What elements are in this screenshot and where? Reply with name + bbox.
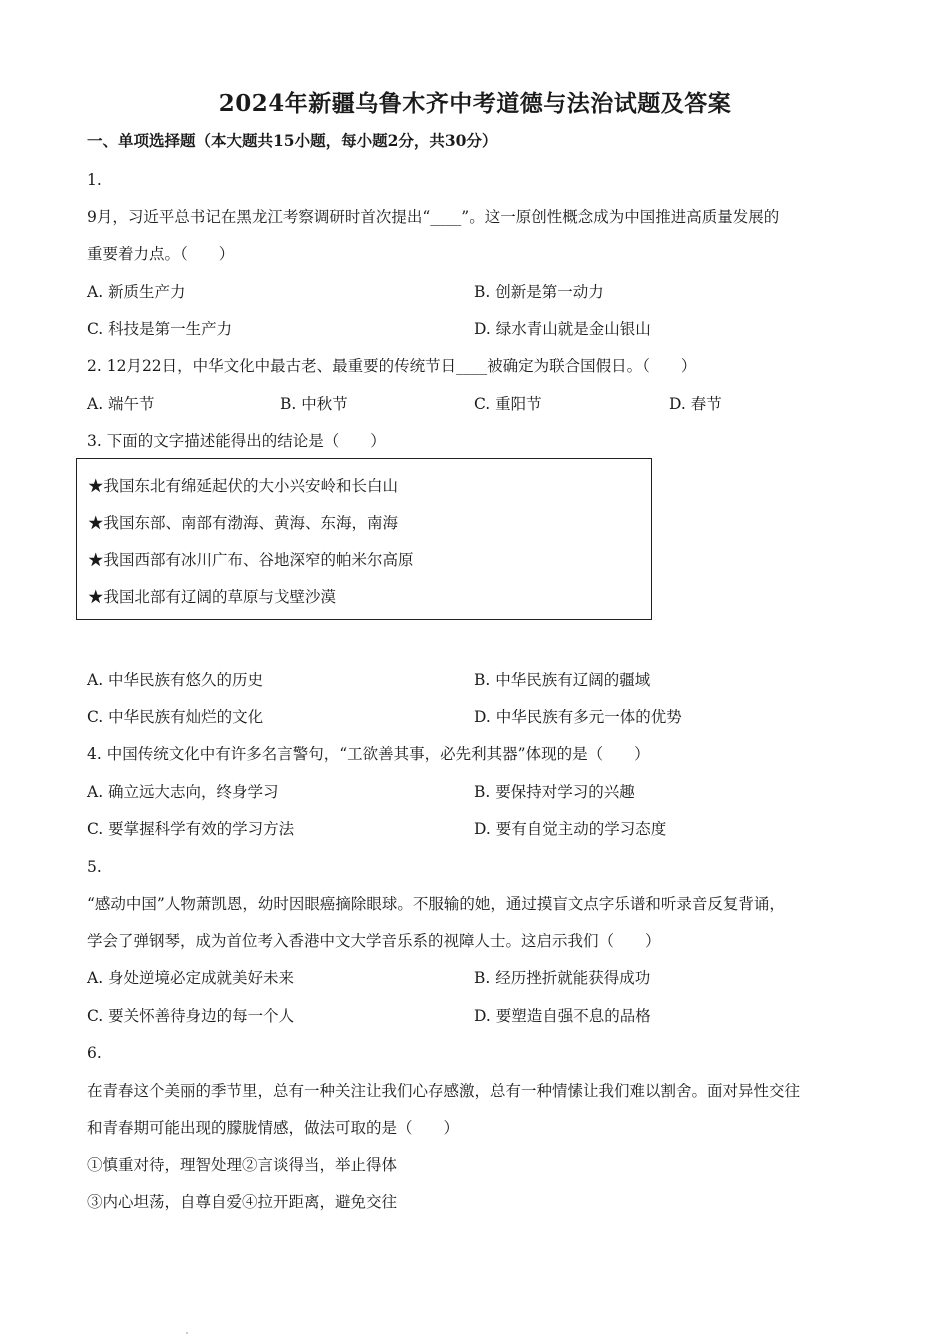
question-6-number: 6. [87,1044,102,1062]
q5-option-c: C. 要关怀善待身边的每一个人 [87,1007,295,1025]
question-6-stem: 在青春这个美丽的季节里，总有一种关注让我们心存感激，总有一种情愫让我们难以割舍。面对异性交往 [87,1082,801,1100]
q4-option-b: B. 要保持对学习的兴趣 [474,783,635,801]
q1-option-d: D. 绿水青山就是金山银山 [474,320,651,338]
question-6-stem-cont: 和青春期可能出现的朦胧情感，做法可取的是（ ） [87,1119,460,1137]
q6-statements-1-2: ①慎重对待，理智处理②言谈得当，举止得体 [87,1156,398,1174]
question-5-stem-cont: 学会了弹钢琴，成为首位考入香港中文大学音乐系的视障人士。这启示我们（ ） [87,932,661,950]
question-2-stem: 2. 12月22日，中华文化中最古老、最重要的传统节日____被确定为联合国假日。（ ） [87,357,697,375]
q3-option-b: B. 中华民族有辽阔的疆域 [474,671,651,689]
q5-option-b: B. 经历挫折就能获得成功 [474,969,651,987]
q3-option-c: C. 中华民族有灿烂的文化 [87,708,264,726]
question-5-number: 5. [87,858,102,876]
material-line: ★我国北部有辽阔的草原与戈壁沙漠 [88,588,337,606]
question-1-stem-cont: 重要着力点。（ ） [87,245,235,263]
q2-option-b: B. 中秋节 [280,395,348,413]
question-5-stem: “感动中国”人物萧凯恩，幼时因眼癌摘除眼球。不服输的她，通过摸盲文点字乐谱和听录音反复背诵， [87,895,785,913]
question-1-number: 1. [87,171,102,189]
q5-option-d: D. 要塑造自强不息的品格 [474,1007,651,1025]
q4-option-c: C. 要掌握科学有效的学习方法 [87,820,295,838]
material-line: ★我国东北有绵延起伏的大小兴安岭和长白山 [88,477,399,495]
section-heading: 一、单项选择题（本大题共15小题，每小题2分，共30分） [87,131,498,150]
question-4-stem: 4. 中国传统文化中有许多名言警句，“工欲善其事，必先利其器”体现的是（ ） [87,745,650,763]
material-line: ★我国东部、南部有渤海、黄海、东海，南海 [88,514,399,532]
q2-option-c: C. 重阳节 [474,395,542,413]
q6-statements-3-4: ③内心坦荡，自尊自爱④拉开距离，避免交往 [87,1193,398,1211]
material-line: ★我国西部有冰川广布、谷地深窄的帕米尔高原 [88,551,414,569]
question-1-stem: 9月，习近平总书记在黑龙江考察调研时首次提出“____”。这一原创性概念成为中国推进高质量发展的 [87,208,780,226]
q1-option-c: C. 科技是第一生产力 [87,320,233,338]
q3-material-box [76,458,652,620]
q2-option-d: D. 春节 [669,395,722,413]
page-mark [186,1332,188,1334]
page-title: 2024年新疆乌鲁木齐中考道德与法治试题及答案 [218,90,732,117]
q1-option-b: B. 创新是第一动力 [474,283,604,301]
question-3-stem: 3. 下面的文字描述能得出的结论是（ ） [87,432,386,450]
q3-option-d: D. 中华民族有多元一体的优势 [474,708,682,726]
q4-option-d: D. 要有自觉主动的学习态度 [474,820,667,838]
q5-option-a: A. 身处逆境必定成就美好未来 [87,969,295,987]
q4-option-a: A. 确立远大志向，终身学习 [87,783,279,801]
q2-option-a: A. 端午节 [87,395,155,413]
q1-option-a: A. 新质生产力 [87,283,186,301]
q3-option-a: A. 中华民族有悠久的历史 [87,671,264,689]
